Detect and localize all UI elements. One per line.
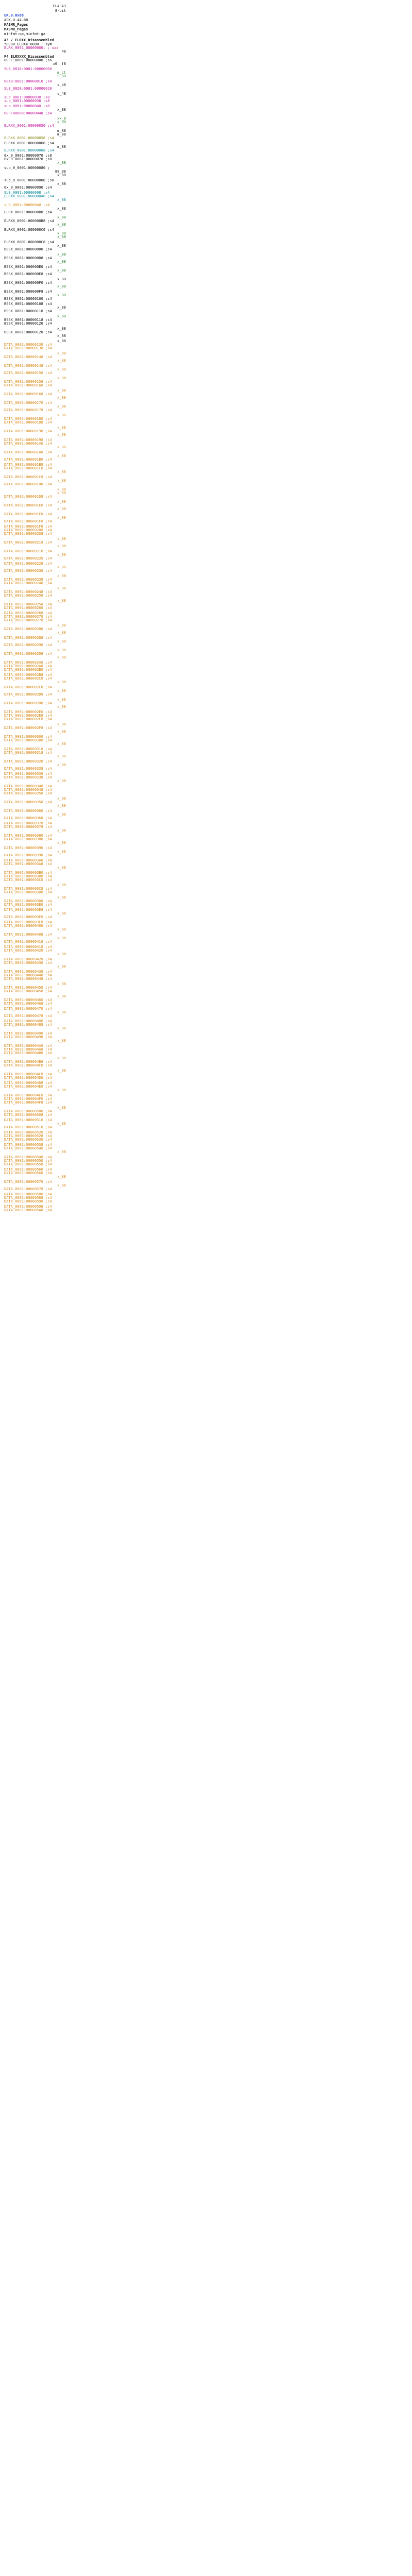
code-line[interactable]: DATA_0001:00000300 ;s4 xyxy=(4,735,52,739)
code-line[interactable]: DATA_0001:000003D0 ;s4 xyxy=(4,891,52,894)
code-line[interactable]: DATA_0001:00000448 ;s4 xyxy=(4,977,52,981)
code-line[interactable]: DATA_0001:00000500 ;s4 xyxy=(4,1110,52,1113)
code-line[interactable]: sub_0_0001:00000080 ; xyxy=(4,166,50,170)
code-line[interactable]: 00FF:0001:00000000 ;s6 xyxy=(4,59,52,62)
code-line[interactable]: DATA_0001:000005A0 ;s4 xyxy=(4,1209,52,1212)
code-line[interactable]: DATA_0001:00000250 ;s4 xyxy=(4,594,52,598)
code-line[interactable]: DATA_0001:000004C8 ;s4 xyxy=(4,1073,52,1076)
code-line[interactable]: DATA_0001:000002F0 ;s4 xyxy=(4,718,52,721)
operand-value: x_88 xyxy=(57,507,66,511)
section-title: A3 / ELRXX_Disassembled xyxy=(4,38,54,42)
code-line[interactable]: DATA_0001:000002B8 ;s4 xyxy=(4,673,52,677)
code-line[interactable]: BSSX_0001:000000D8 ;s4 xyxy=(4,257,52,260)
operand-value: x_88 xyxy=(57,742,66,746)
operand-value: x_88 xyxy=(57,553,66,557)
code-line[interactable]: DATA_0001:00000288 ;s4 xyxy=(4,636,52,640)
code-line[interactable]: DATA_0001:00000398 ;s4 xyxy=(4,854,52,857)
header-line: ELA-A3 xyxy=(53,4,66,8)
code-line[interactable]: DATA_0001:000004A8 ;s4 xyxy=(4,1048,52,1052)
code-line[interactable]: DATA_0001:000001E0 ;s4 xyxy=(4,504,52,507)
code-line[interactable]: ELRXX_0001:00000058 ;s4 xyxy=(4,137,54,140)
code-line[interactable]: DATA_0001:00000348 ;s4 xyxy=(4,788,52,792)
code-line[interactable]: DATA_0001:00000310 ;s4 xyxy=(4,748,52,751)
operand-value: x_88 xyxy=(57,174,66,177)
operand-value: x_88 xyxy=(57,779,66,783)
disassembly-listing[interactable] xyxy=(4,4,66,1212)
code-line[interactable]: DATA_0001:00000518 ;s4 xyxy=(4,1126,52,1129)
operand-value: x_88 xyxy=(57,587,66,590)
code-line[interactable]: DATA_0001:000003F0 ;s4 xyxy=(4,916,52,919)
operand-value: x_88 xyxy=(57,492,66,495)
code-line[interactable]: DATA_0001:00000308 ;s4 xyxy=(4,739,52,742)
code-line[interactable]: DATA_0001:00000540 ;s4 xyxy=(4,1147,52,1150)
code-line[interactable]: DATA_0001:00000248 ;s4 xyxy=(4,590,52,594)
operand-value: x_88 xyxy=(57,1039,66,1043)
code-line[interactable]: DATA_0001:000001B8 ;s4 xyxy=(4,463,52,467)
code-line[interactable]: DATA_0001:000003F8 ;s4 xyxy=(4,921,52,924)
code-line[interactable]: DATA_0001:00000450 ;s4 xyxy=(4,986,52,990)
code-line[interactable]: sub_0001:00000030 ;s8 xyxy=(4,96,50,99)
code-line[interactable]: DATA_0001:00000188 ;s4 xyxy=(4,421,52,425)
operand-value: x_88 xyxy=(57,797,66,801)
operand-value: s_48 xyxy=(57,83,66,87)
code-line[interactable]: ELRXX_0001:000000B8 ;s4 xyxy=(4,219,54,223)
operand-value: x_88 xyxy=(57,566,66,569)
operand-value: x_88 xyxy=(57,813,66,817)
header-line: MASMR_Pages xyxy=(4,23,28,27)
code-line[interactable]: DATA_0001:00000290 ;s4 xyxy=(4,643,52,647)
code-line[interactable]: BSSX_0001:00000108 ;s4 xyxy=(4,302,52,306)
code-line[interactable]: DATA_0001:00000568 ;s4 xyxy=(4,1172,52,1175)
code-line[interactable]: DATA_0001:000001C8 ;s4 xyxy=(4,476,52,479)
code-line[interactable]: sub_0001:00000038 ;s8 xyxy=(4,99,50,103)
code-line[interactable]: 0x_0_0001:00000090 ;s4 xyxy=(4,186,52,190)
header-line: ACK.U.44.88 xyxy=(4,18,28,22)
code-line[interactable]: DATA_0001:00000168 ;s4 xyxy=(4,393,52,396)
code-line[interactable]: DATA_0001:00000260 ;s4 xyxy=(4,606,52,610)
code-line[interactable]: BSSX_0001:00000100 ;s4 xyxy=(4,297,52,301)
code-line[interactable]: DATA_0001:00000150 ;s4 xyxy=(4,371,52,375)
code-line[interactable]: DATA_0001:000004F0 ;s4 xyxy=(4,1097,52,1101)
code-line[interactable]: DATA_0001:00000598 ;s4 xyxy=(4,1205,52,1209)
code-line[interactable]: DATA_0001:00000410 ;s4 xyxy=(4,940,52,944)
code-line[interactable]: DATA_0001:00000220 ;s4 xyxy=(4,557,52,561)
operand-value: 48 xyxy=(61,50,66,54)
code-line[interactable]: DATA_0001:00000460 ;s4 xyxy=(4,998,52,1002)
code-line[interactable]: DATA_0001:00000210 ;s4 xyxy=(4,541,52,545)
operand-value: x_88 xyxy=(57,884,66,887)
code-line[interactable]: ELRX_0001:000000B0 ;s4 xyxy=(4,211,52,214)
operand-value: x_88 xyxy=(57,656,66,659)
code-line[interactable]: sub_0_0001:00000088 ;s8 xyxy=(4,179,54,182)
operand-value: x_88 xyxy=(57,232,66,235)
code-line[interactable]: DATA_0001:000003D8 ;s4 xyxy=(4,900,52,903)
operand-value: x_88 xyxy=(57,1089,66,1092)
operand-value: x_88 xyxy=(57,1069,66,1073)
code-line[interactable]: DATA_0001:00000420 ;s4 xyxy=(4,949,52,953)
code-line[interactable]: 00FF00000:00000048 ;s4 xyxy=(4,112,52,115)
operand-value: x_88 xyxy=(57,315,66,318)
operand-value: x_88 xyxy=(57,995,66,998)
operand-value: x_88 xyxy=(57,730,66,734)
code-line[interactable]: DATA_0001:000004D0 ;s4 xyxy=(4,1076,52,1080)
code-line[interactable]: DATA_0001:00000230 ;s4 xyxy=(4,569,52,573)
code-line[interactable]: DATA_0001:00000330 ;s4 xyxy=(4,772,52,776)
header-line: EK.0.0x88 xyxy=(4,13,24,18)
operand-value: x_88 xyxy=(57,433,66,437)
code-line[interactable]: DATA_0001:00000278 ;s4 xyxy=(4,619,52,622)
code-line[interactable]: 0x_0_0001:00000078 ;s8 xyxy=(4,158,52,161)
code-line[interactable]: DATA_0001:00000370 ;s4 xyxy=(4,822,52,825)
code-line[interactable]: ELRXX_0001:000000C8 ;s4 xyxy=(4,241,54,244)
operand-value: x_88 xyxy=(57,1057,66,1060)
code-line[interactable]: *0000_ELRXX:0000 ; sym xyxy=(4,43,52,46)
operand-value: m_88 xyxy=(57,133,66,137)
code-line[interactable]: DATA_0001:000003C8 ;s4 xyxy=(4,887,52,891)
operand-value: m_ct xyxy=(57,71,66,75)
operand-value: x_88 xyxy=(57,1106,66,1110)
operand-value: x_88 xyxy=(57,850,66,854)
operand-value: x_88 xyxy=(57,705,66,709)
code-line[interactable]: DATA_0001:000002A8 ;s4 xyxy=(4,665,52,668)
code-line[interactable]: DATA_0001:000002B0 ;s4 xyxy=(4,668,52,672)
code-line[interactable]: DATA_0001:00000550 ;s4 xyxy=(4,1159,52,1163)
operand-value: m_88 xyxy=(57,129,66,133)
code-line[interactable]: DATA_0001:00000268 ;s4 xyxy=(4,612,52,615)
operand-value: x_88 xyxy=(57,359,66,363)
operand-value: x_88 xyxy=(57,396,66,400)
operand-value: x_88 xyxy=(57,454,66,458)
code-line[interactable]: DATA_0001:00000538 ;s4 xyxy=(4,1143,52,1147)
operand-value: x_88 xyxy=(57,470,66,474)
code-line[interactable]: DATA_0001:00000200 ;s4 xyxy=(4,529,52,532)
code-line[interactable]: DATA_0001:00000130 ;s4 xyxy=(4,343,52,347)
operand-value: m_88 xyxy=(57,145,66,149)
code-line[interactable]: DATA_0001:000004B8 ;s4 xyxy=(4,1060,52,1064)
operand-value: x_88 xyxy=(57,223,66,227)
operand-value: s_48 xyxy=(57,92,66,96)
operand-value: x_88 xyxy=(57,649,66,652)
code-line[interactable]: DATA_0001:00000160 ;s4 xyxy=(4,384,52,387)
code-line[interactable]: DATA_0001:00000148 ;s4 xyxy=(4,364,52,368)
operand-value: x_88 xyxy=(57,352,66,355)
code-line[interactable]: DATA_0001:00000428 ;s4 xyxy=(4,958,52,961)
code-line[interactable]: DATA_0001:000002D0 ;s4 xyxy=(4,693,52,697)
operand-value: x_88 xyxy=(57,108,66,112)
code-line[interactable]: DATA_0001:000002C8 ;s4 xyxy=(4,686,52,689)
code-line[interactable]: ELRXX_0001:00000060 ;s4 xyxy=(4,142,54,145)
code-line[interactable]: DATA_0001:00000570 ;s4 xyxy=(4,1180,52,1184)
operand-value: x_88 xyxy=(57,866,66,870)
code-line[interactable]: DATA_0001:000001E8 ;s4 xyxy=(4,513,52,516)
operand-value: x_88 xyxy=(57,516,66,520)
operand-value: x_88 xyxy=(57,640,66,643)
code-line[interactable]: DATA_0001:00000480 ;s4 xyxy=(4,1020,52,1023)
code-line[interactable]: DATA_0001:00000218 ;s4 xyxy=(4,550,52,553)
operand-value: x_88 xyxy=(57,681,66,684)
code-line[interactable]: DATA_0001:000001C0 ;s4 xyxy=(4,467,52,470)
operand-value: x_88 xyxy=(57,755,66,758)
code-line[interactable]: DATA_0001:000003E8 ;s4 xyxy=(4,908,52,912)
code-line[interactable]: DATA_0001:00000380 ;s4 xyxy=(4,834,52,838)
code-line[interactable]: DATA_0001:00000520 ;s4 xyxy=(4,1131,52,1134)
code-line[interactable]: DATA_0001:00000548 ;s4 xyxy=(4,1156,52,1159)
operand-value: x_88 xyxy=(57,446,66,449)
code-line[interactable]: ELRXX_0001:000000A0 ;s4 xyxy=(4,195,54,198)
code-line[interactable]: DATA_0001:00000208 ;s4 xyxy=(4,532,52,536)
operand-value: x_88 xyxy=(57,965,66,969)
code-line[interactable]: s_0_0001:000000A8 ;s4 xyxy=(4,204,50,207)
operand-value: x_88 xyxy=(57,953,66,956)
code-line[interactable]: DATA_0001:000002C0 ;s4 xyxy=(4,677,52,681)
code-line[interactable]: DATA_0001:00000438 ;s4 xyxy=(4,970,52,974)
operand-value: x_88 xyxy=(57,389,66,393)
code-line[interactable]: DATA_0001:00000170 ;s4 xyxy=(4,401,52,405)
code-line[interactable]: BSSX_0001:00000128 ;s4 xyxy=(4,331,52,334)
code-line[interactable]: DATA_0001:00000558 ;s4 xyxy=(4,1163,52,1166)
code-line[interactable]: ELRX_0001_00000000: ; xxx xyxy=(4,46,59,50)
operand-value: 88_88 xyxy=(55,170,66,174)
code-line[interactable]: sub_0001:00000040 ;s8 xyxy=(4,105,50,108)
code-line[interactable]: BSSX_0001:000000F0 ;s4 xyxy=(4,281,52,285)
code-line[interactable]: DATA_0001:000003B0 ;s4 xyxy=(4,871,52,875)
code-line[interactable]: DATA_0001:00000498 ;s4 xyxy=(4,1036,52,1039)
code-line[interactable]: ELRXX_0001:000000C0 ;s4 xyxy=(4,228,54,232)
operand-value: x_88 xyxy=(57,937,66,940)
operand-value: x_88 xyxy=(57,488,66,492)
code-line[interactable]: BSSX_0001:00000120 ;s4 xyxy=(4,322,52,326)
code-line[interactable]: DATA_0001:00000158 ;s4 xyxy=(4,380,52,384)
code-line[interactable]: DATA_0001:000002E0 ;s4 xyxy=(4,710,52,714)
code-line[interactable]: DATA_0001:00000350 ;s4 xyxy=(4,792,52,795)
code-line[interactable]: BSSX_0001:00000118 ;s4 xyxy=(4,318,52,322)
code-line[interactable]: DATA_0001:00000458 ;s4 xyxy=(4,990,52,993)
operand-value: x_88 xyxy=(57,260,66,264)
code-line[interactable]: 0x_0_0001:00000070 ;s8 xyxy=(4,154,52,158)
operand-value: x_88 xyxy=(57,1027,66,1030)
code-line[interactable]: DATA_0001:000004A0 ;s4 xyxy=(4,1044,52,1048)
operand-value: x_88 xyxy=(57,804,66,808)
code-line[interactable]: DATA_0001:000003A0 ;s4 xyxy=(4,859,52,862)
code-line[interactable]: DATA_0001:00000190 ;s4 xyxy=(4,430,52,433)
operand-value: x_88 xyxy=(57,285,66,289)
code-line[interactable]: DATA_0001:00000270 ;s4 xyxy=(4,615,52,619)
operand-value: x_88 xyxy=(57,928,66,931)
code-line[interactable]: DATA_0001:00000358 ;s4 xyxy=(4,801,52,804)
header-line: 8-bit xyxy=(55,9,66,13)
operand-value: x_88 xyxy=(57,377,66,380)
code-line[interactable]: DATA_0001:00000258 ;s4 xyxy=(4,603,52,606)
operand-value: x_88 xyxy=(57,294,66,297)
code-line[interactable]: DATA_0001:00000580 ;s4 xyxy=(4,1193,52,1196)
code-line[interactable]: DATA_0001:000003C0 ;s4 xyxy=(4,878,52,882)
operand-value: S_88 xyxy=(57,75,66,78)
code-line[interactable]: DATA_0001:00000560 ;s4 xyxy=(4,1168,52,1172)
operand-value: x_88 xyxy=(57,896,66,900)
code-line[interactable]: DATA_0001:00000228 ;s4 xyxy=(4,562,52,566)
code-line[interactable]: DATA_0001:00000298 ;s4 xyxy=(4,652,52,656)
code-line[interactable]: DATA_0001:000004D8 ;s4 xyxy=(4,1081,52,1085)
code-line[interactable]: 00A0:0001:00000010 ;s4 xyxy=(4,80,52,83)
code-line[interactable]: DATA_0001:00000240 ;s4 xyxy=(4,582,52,585)
operand-value: x_88 xyxy=(57,405,66,409)
code-line[interactable]: DATA_0001:00000578 ;s4 xyxy=(4,1188,52,1191)
operand-value: x_88 xyxy=(57,631,66,635)
operand-value: x_88 xyxy=(57,1011,66,1014)
code-line[interactable]: DATA_0001:000002A0 ;s4 xyxy=(4,661,52,665)
code-line[interactable]: DATA_0001:000004E8 ;s4 xyxy=(4,1094,52,1097)
operand-value: x_88 xyxy=(57,624,66,628)
code-line[interactable]: DATA_0001:00000478 ;s4 xyxy=(4,1014,52,1018)
code-line[interactable]: DATA_0001:000001D0 ;s4 xyxy=(4,483,52,486)
code-line[interactable]: DATA_0001:00000180 ;s4 xyxy=(4,417,52,421)
code-line[interactable]: BSSX_0001:000000E0 ;s4 xyxy=(4,265,52,269)
operand-value: x_88 xyxy=(57,1150,66,1154)
code-line[interactable]: DATA_0001:00000528 ;s4 xyxy=(4,1134,52,1138)
code-line[interactable]: DATA_0001:00000588 ;s4 xyxy=(4,1196,52,1200)
operand-value: x_88 xyxy=(57,253,66,257)
operand-value: x_88 xyxy=(57,912,66,916)
code-line[interactable]: DATA_0001:000003A8 ;s4 xyxy=(4,862,52,866)
operand-value: x_88 xyxy=(57,235,66,239)
operand-value: x_88 xyxy=(57,574,66,578)
operand-value: x_88 xyxy=(57,426,66,430)
operand-value: x_88 xyxy=(57,334,66,338)
code-line[interactable]: DATA_0001:00000488 ;s4 xyxy=(4,1023,52,1027)
code-line[interactable]: DATA_0001:00000238 ;s4 xyxy=(4,578,52,582)
code-line[interactable]: DATA_0001:000003E0 ;s4 xyxy=(4,903,52,907)
code-line[interactable]: DATA_0001:00000198 ;s4 xyxy=(4,438,52,442)
operand-value: x_88 xyxy=(57,414,66,417)
code-line[interactable]: DATA_0001:00000440 ;s4 xyxy=(4,974,52,977)
operand-value: x_88 xyxy=(57,207,66,211)
code-line[interactable]: SUB_0020:0001:00000020 xyxy=(4,87,52,91)
operand-value: x_88 xyxy=(57,198,66,202)
code-line[interactable]: BSSX_0001:000000F8 ;s4 xyxy=(4,290,52,294)
operand-value: x_88 xyxy=(57,306,66,310)
operand-value: x_88 xyxy=(57,244,66,248)
operand-value: x_88 xyxy=(57,841,66,845)
code-line[interactable]: DATA_0001:000001F0 ;s4 xyxy=(4,520,52,523)
code-line[interactable]: DATA_0001:00000508 ;s4 xyxy=(4,1113,52,1117)
operand-value: x_88 xyxy=(57,182,66,186)
operand-value: x_88 xyxy=(57,829,66,833)
operand-value: xx_8 xyxy=(57,117,66,121)
operand-value: x_88 xyxy=(57,599,66,603)
code-line[interactable]: ELRXX_0001:00000050 ;s4 xyxy=(4,124,54,128)
operand-value: x_88 xyxy=(57,1175,66,1179)
code-line[interactable]: BSSX_0001:00000110 ;s4 xyxy=(4,310,52,313)
code-line[interactable]: DATA_0001:00000368 ;s4 xyxy=(4,817,52,820)
code-line[interactable]: SUB_0001:00000098 ;s4 xyxy=(4,191,50,195)
code-line[interactable]: F4 ELRXXXX_Disassembled xyxy=(4,55,54,59)
code-line[interactable]: DATA_0001:00000490 ;s4 xyxy=(4,1032,52,1036)
code-line[interactable]: DATA_0001:00000468 ;s4 xyxy=(4,1002,52,1006)
code-line[interactable]: DATA_0001:00000390 ;s4 xyxy=(4,846,52,850)
operand-value: x_88 xyxy=(57,479,66,483)
operand-value: x_88 xyxy=(57,537,66,541)
code-line[interactable]: DATA_0001:00000590 ;s4 xyxy=(4,1200,52,1204)
operand-value: x_88 xyxy=(57,764,66,767)
code-line[interactable]: DATA_0001:000004E0 ;s4 xyxy=(4,1085,52,1089)
code-line[interactable]: DATA_0001:00000320 ;s4 xyxy=(4,760,52,764)
code-line[interactable]: DATA_0001:00000510 ;s4 xyxy=(4,1118,52,1122)
code-line[interactable]: DATA_0001:000004B0 ;s4 xyxy=(4,1052,52,1055)
code-line[interactable]: DATA_0001:000001F8 ;s4 xyxy=(4,525,52,529)
code-line[interactable]: DATA_0001:00000328 ;s4 xyxy=(4,767,52,771)
operand-value: x_88 xyxy=(57,689,66,693)
code-line[interactable]: SUB_0010:0001:00000000 xyxy=(4,67,52,71)
code-line[interactable]: DATA_0001:00000430 ;s4 xyxy=(4,961,52,965)
code-line[interactable]: DATA_0001:000001A0 ;s4 xyxy=(4,442,52,446)
operand-value: x_88 xyxy=(57,698,66,702)
code-line[interactable]: BSSX_0001:000000E8 ;s4 xyxy=(4,273,52,276)
code-line[interactable]: DATA_0001:00000378 ;s4 xyxy=(4,825,52,829)
operand-value: x_88 xyxy=(57,216,66,219)
code-line[interactable]: DATA_0001:00000530 ;s4 xyxy=(4,1138,52,1142)
code-line[interactable]: DATA_0001:00000408 ;s4 xyxy=(4,933,52,937)
code-line[interactable]: DATA_0001:00000470 ;s4 xyxy=(4,1007,52,1011)
code-line[interactable]: DATA_0001:00000140 ;s4 xyxy=(4,355,52,359)
code-line[interactable]: DATA_0001:00000340 ;s4 xyxy=(4,785,52,788)
operand-value: x_88 xyxy=(57,1122,66,1126)
code-line[interactable]: DATA_0001:00000138 ;s4 xyxy=(4,347,52,350)
operand-value: x_88 xyxy=(57,500,66,504)
code-line[interactable]: DATA_0001:000002D8 ;s4 xyxy=(4,702,52,705)
code-line[interactable]: DATA_0001:000001D8 ;s4 xyxy=(4,495,52,499)
code-line[interactable]: DATA_0001:00000400 ;s4 xyxy=(4,924,52,928)
operand-value: x_88 xyxy=(57,278,66,281)
operand-value: x_88 xyxy=(57,368,66,371)
code-line[interactable]: DATA_0001:00000280 ;s4 xyxy=(4,628,52,631)
operand-value: x_88 xyxy=(57,1184,66,1188)
operand-value: x_88 xyxy=(57,327,66,331)
header-line: MASMR_Pages xyxy=(4,27,28,31)
operand-value: x0 f8 xyxy=(53,62,66,66)
code-line[interactable]: DATA_0001:000001A8 ;s4 xyxy=(4,451,52,454)
code-line[interactable]: DATA_0001:00000388 ;s4 xyxy=(4,838,52,841)
operand-value: x_88 xyxy=(57,545,66,548)
operand-value: x_88 xyxy=(57,161,66,165)
code-line[interactable]: DATA_0001:00000338 ;s4 xyxy=(4,776,52,779)
code-line[interactable]: ELRXX_0001:00000068 ;s4 xyxy=(4,149,54,152)
operand-value: x_88 xyxy=(57,121,66,124)
code-line[interactable]: DATA_0001:000001B0 ;s4 xyxy=(4,458,52,462)
code-line[interactable]: DATA_0001:00000418 ;s4 xyxy=(4,945,52,949)
code-line[interactable]: DATA_0001:000004F8 ;s4 xyxy=(4,1101,52,1105)
code-line[interactable]: DATA_0001:000004C0 ;s4 xyxy=(4,1064,52,1067)
header-line: minfmt:op,minfmt:ga xyxy=(4,32,46,36)
operand-value: x_88 xyxy=(57,982,66,986)
code-line[interactable]: DATA_0001:00000360 ;s4 xyxy=(4,809,52,813)
operand-value: x_88 xyxy=(57,340,66,343)
operand-value: x_88 xyxy=(57,269,66,273)
code-line[interactable]: DATA_0001:000002E8 ;s4 xyxy=(4,714,52,718)
code-line[interactable]: DATA_0001:00000318 ;s4 xyxy=(4,751,52,755)
code-line[interactable]: DATA_0001:000002F8 ;s4 xyxy=(4,726,52,730)
operand-value: x_88 xyxy=(57,723,66,726)
code-line[interactable]: BSSX_0001:000000D0 ;s4 xyxy=(4,248,52,251)
code-line[interactable]: DATA_0001:000003B8 ;s4 xyxy=(4,875,52,878)
code-line[interactable]: DATA_0001:00000178 ;s4 xyxy=(4,409,52,412)
